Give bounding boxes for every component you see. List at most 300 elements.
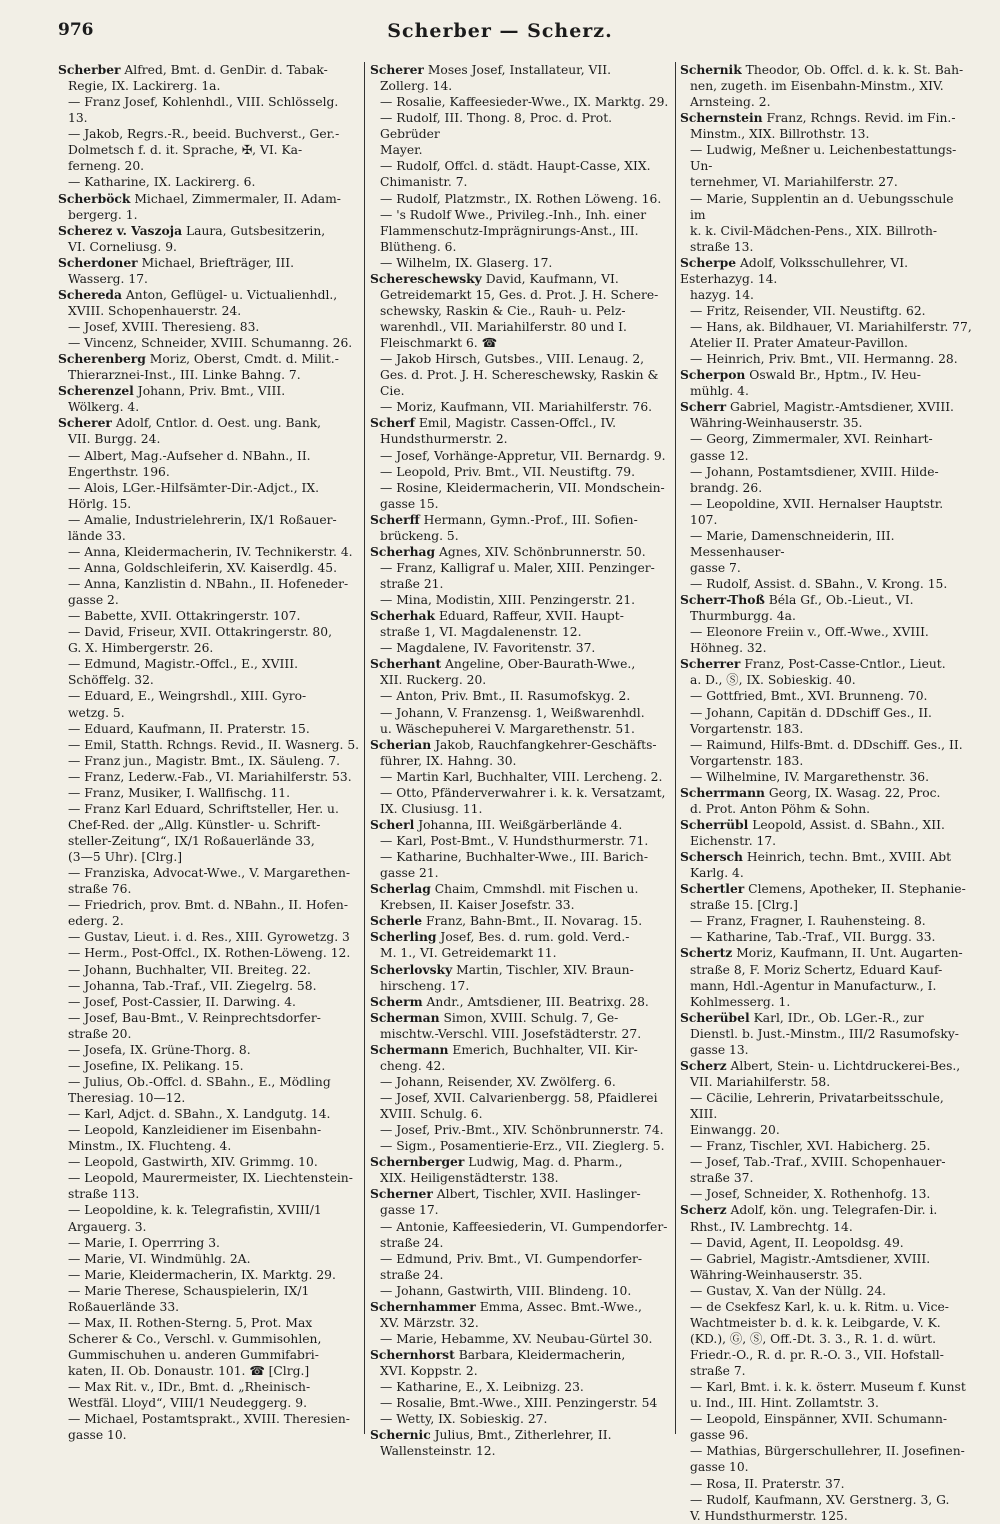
directory-line xyxy=(380,255,670,271)
directory-line xyxy=(380,1395,670,1411)
entry-text: brückeng. 5. xyxy=(380,528,459,543)
directory-line xyxy=(68,1363,360,1379)
entry-text: Roßauerlände 33. xyxy=(68,1299,180,1314)
entry-text: straße 113. xyxy=(68,1187,140,1202)
entry-text: straße 37. xyxy=(690,1171,754,1186)
directory-line xyxy=(68,640,360,656)
entry-text: Albert, Stein- u. Lichtdruckerei-Bes., xyxy=(726,1058,961,1073)
directory-line xyxy=(380,560,670,576)
entry-text: Jakob, Rauchfangkehrer-Geschäfts- xyxy=(431,737,657,752)
entry-text: Franz, Post-Casse-Cntlor., Lieut. xyxy=(740,657,946,672)
entry-text: — 's Rudolf Wwe., Privileg.-Inh., Inh. einer xyxy=(380,207,647,222)
entry-text: — Franziska, Advocat-Wwe., V. Margarethen- xyxy=(68,866,351,881)
entry-text: Georg, IX. Wasag. 22, Proc. xyxy=(764,785,941,800)
directory-line xyxy=(380,174,670,190)
entry-text: Vorgartenstr. 183. xyxy=(690,753,804,768)
entry-text: straße 21. xyxy=(380,577,444,591)
entry-text: — Franz jun., Magistr. Bmt., IX. Säuleng. 7. xyxy=(68,753,340,768)
directory-line xyxy=(380,480,670,496)
entry-text: straße 24. xyxy=(380,1235,444,1250)
directory-line xyxy=(380,496,670,512)
directory-line xyxy=(370,544,670,560)
directory-line xyxy=(690,1459,972,1475)
directory-line xyxy=(690,576,972,592)
entry-text: — Marie, VI. Windmühlg. 2A. xyxy=(68,1251,251,1266)
entry-text: — Rudolf, Platzmstr., IX. Rothen Löweng. 16. xyxy=(380,191,662,206)
entry-text: Westfäl. Lloyd“, VIII/1 Neudeggerg. 9. xyxy=(68,1396,307,1411)
directory-line xyxy=(68,785,360,801)
directory-line xyxy=(680,785,972,801)
directory-line xyxy=(68,544,360,560)
entry-text: David, Kaufmann, VI. xyxy=(481,271,619,286)
directory-line xyxy=(68,1315,360,1331)
directory-line xyxy=(380,592,670,608)
entry-text: Michael, Zimmermaler, II. Adam- xyxy=(130,191,341,206)
directory-line xyxy=(68,303,360,319)
entry-text: Minstm., XIX. Billrothstr. 13. xyxy=(690,127,870,142)
entry-text: — Johann, Gastwirth, VIII. Blindeng. 10. xyxy=(380,1283,632,1298)
directory-line xyxy=(380,688,670,704)
page-header: Scherber — Scherz. xyxy=(387,20,613,42)
entry-text: Angeline, Ober-Baurath-Wwe., xyxy=(441,657,636,672)
entry-text: gasse 2. xyxy=(68,593,119,608)
directory-line xyxy=(370,656,670,672)
entry-text: — Johanna, Tab.-Traf., VII. Ziegelrg. 58. xyxy=(68,978,317,993)
entry-text: — Rosalie, Kaffeesieder-Wwe., IX. Marktg. 29. xyxy=(380,95,669,110)
entry-text: hazyg. 14. xyxy=(690,287,754,302)
directory-line xyxy=(68,512,360,528)
entry-surname: Scherr-Thoß xyxy=(680,592,765,608)
directory-line xyxy=(68,801,360,817)
entry-text: Flammenschutz-Imprägnirungs-Anst., III. xyxy=(380,223,639,238)
entry-text: d. Prot. Anton Pöhm & Sohn. xyxy=(690,801,871,816)
directory-line xyxy=(68,142,360,158)
directory-line xyxy=(690,1026,972,1042)
entry-text: VII. Mariahilferstr. 58. xyxy=(690,1074,831,1089)
entry-text: V. Hundsthurmerstr. 125. xyxy=(690,1508,848,1523)
directory-line xyxy=(380,351,670,367)
entry-text: XVIII. Schulg. 6. xyxy=(380,1107,483,1122)
entry-text: Theodor, Ob. Offcl. d. k. k. St. Bah- xyxy=(741,63,964,77)
directory-line xyxy=(380,1138,670,1154)
entry-text: — Josefine, IX. Pelikang. 15. xyxy=(68,1058,244,1073)
directory-line xyxy=(370,1186,670,1202)
entry-text: — Franz Karl Eduard, Schriftsteller, Her. u. xyxy=(68,801,339,816)
entry-surname: Schermann xyxy=(370,1041,449,1057)
entry-text: wetzg. 5. xyxy=(68,705,125,720)
entry-text: — Josef, Tab.-Traf., XVIII. Schopenhauer- xyxy=(690,1155,946,1170)
entry-text: Eduard, Raffeur, XVII. Haupt- xyxy=(435,609,624,624)
entry-surname: Scherer xyxy=(370,62,424,77)
entry-text: k. k. Civil-Mädchen-Pens., XIX. Billroth- xyxy=(690,223,938,238)
entry-surname: Scherrer xyxy=(680,656,741,672)
directory-line xyxy=(380,624,670,640)
entry-text: — Leopold, Kanzleidiener im Eisenbahn- xyxy=(68,1123,322,1138)
entry-text: Arnsteing. 2. xyxy=(690,95,771,110)
entry-text: Michael, Briefträger, III. xyxy=(137,255,295,270)
entry-text: Gabriel, Magistr.-Amtsdiener, XVIII. xyxy=(726,400,954,415)
entry-text: — Leopold, Maurermeister, IX. Liechtenstein- xyxy=(68,1171,353,1186)
entry-text: nen, zugeth. im Eisenbahn-Minstm., XIV. xyxy=(690,79,944,94)
entry-text: — David, Agent, II. Leopoldsg. 49. xyxy=(690,1235,904,1250)
entry-surname: Scherlag xyxy=(370,881,431,897)
directory-line xyxy=(380,1363,670,1379)
entry-text: Höhneg. 32. xyxy=(690,641,767,656)
directory-line xyxy=(690,1283,972,1299)
entry-text: — Wilhelmine, IV. Margarethenstr. 36. xyxy=(690,769,930,784)
entry-text: Hermann, Gymn.-Prof., III. Sofien- xyxy=(419,512,638,527)
entry-text: Thurmburgg. 4a. xyxy=(690,609,796,624)
directory-line xyxy=(370,415,670,431)
entry-surname: Scherrmann xyxy=(680,784,765,800)
entry-text: — Leopold, Gastwirth, XIV. Grimmg. 10. xyxy=(68,1155,318,1170)
directory-line xyxy=(68,464,360,480)
entry-text: Barbara, Kleidermacherin, xyxy=(454,1348,626,1362)
entry-text: — Eleonore Freiin v., Off.-Wwe., XVIII. xyxy=(690,625,929,640)
entry-text: — Michael, Postamtsprakt., XVIII. Theresien- xyxy=(68,1412,350,1427)
entry-text: lände 33. xyxy=(68,528,126,543)
directory-line xyxy=(68,1379,360,1395)
entry-text: — David, Friseur, XVII. Ottakringerstr. 80, xyxy=(68,625,332,640)
entry-surname: Scherenberg xyxy=(58,351,146,367)
directory-line xyxy=(380,865,670,881)
entry-text: — Johann, Reisender, XV. Zwölferg. 6. xyxy=(380,1074,616,1089)
directory-line xyxy=(68,737,360,753)
entry-text: steller-Zeitung“, IX/1 Roßauerlände 33, xyxy=(68,834,315,848)
directory-line xyxy=(690,1299,972,1315)
entry-text: — Jakob, Regrs.-R., beeid. Buchverst., Ger.- xyxy=(68,127,340,142)
directory-line xyxy=(58,255,360,271)
directory-line xyxy=(58,415,360,431)
directory-line xyxy=(380,1090,670,1106)
entry-text: straße 13. xyxy=(690,239,754,254)
directory-line xyxy=(380,1122,670,1138)
entry-text: katen, II. Ob. Donaustr. 101. ☎ [Clrg.] xyxy=(68,1364,310,1379)
entry-text: — Marie, Kleidermacherin, IX. Marktg. 29. xyxy=(68,1267,336,1282)
directory-line xyxy=(690,560,972,576)
directory-line xyxy=(380,640,670,656)
directory-line xyxy=(58,62,360,78)
entry-text: Schöffelg. 32. xyxy=(68,673,154,688)
entry-text: — Wetty, IX. Sobieskig. 27. xyxy=(380,1412,548,1427)
directory-line xyxy=(68,945,360,961)
directory-line xyxy=(68,1267,360,1283)
directory-line xyxy=(380,1235,670,1251)
directory-line xyxy=(68,78,360,94)
directory-line xyxy=(690,913,972,929)
entry-text: IX. Clusiusg. 11. xyxy=(380,801,483,816)
entry-surname: Schernik xyxy=(680,62,742,77)
directory-line xyxy=(690,865,972,881)
entry-text: — Josefa, IX. Grüne-Thorg. 8. xyxy=(68,1042,251,1057)
entry-text: u. Wäschepuherei V. Margarethenstr. 51. xyxy=(380,721,635,736)
entry-text: cheng. 42. xyxy=(380,1058,446,1073)
directory-line xyxy=(690,994,972,1010)
entry-text: Franz, Rchngs. Revid. im Fin.- xyxy=(762,111,956,126)
entry-text: — Johann, Postamtsdiener, XVIII. Hilde- xyxy=(690,464,939,479)
entry-text: — Katharine, E., X. Leibnizg. 23. xyxy=(380,1380,584,1395)
directory-line xyxy=(690,962,972,978)
entry-text: — Rosine, Kleidermacherin, VII. Mondschein- xyxy=(380,480,665,495)
entry-text: — Franz, Lederw.-Fab., VI. Mariahilferstr. 53. xyxy=(68,769,352,784)
entry-text: Ges. d. Prot. J. H. Schereschewsky, Raskin & Cie. xyxy=(380,368,659,399)
entry-text: — Josef, Post-Cassier, II. Darwing. 4. xyxy=(68,994,296,1009)
directory-line xyxy=(690,239,972,255)
directory-line xyxy=(690,142,972,174)
column-3 xyxy=(680,62,972,1523)
directory-line xyxy=(690,1235,972,1251)
entry-text: Argauerg. 3. xyxy=(68,1219,147,1234)
entry-text: (3—5 Uhr). [Clrg.] xyxy=(68,850,183,865)
entry-text: — Raimund, Hilfs-Bmt. d. DDschiff. Ges., II. xyxy=(690,737,963,752)
directory-line xyxy=(380,769,670,785)
directory-line xyxy=(68,560,360,576)
directory-line xyxy=(380,849,670,865)
entry-text: ederg. 2. xyxy=(68,914,124,929)
entry-text: — Franz, Kalligraf u. Maler, XIII. Penzinger- xyxy=(380,560,655,575)
directory-line xyxy=(690,1154,972,1170)
entry-text: Simon, XVIII. Schulg. 7, Ge- xyxy=(439,1010,619,1025)
entry-surname: Schereschewsky xyxy=(370,270,482,286)
entry-text: Theresiag. 10—12. xyxy=(68,1091,186,1105)
directory-line xyxy=(58,191,360,207)
directory-line xyxy=(690,640,972,656)
directory-line xyxy=(690,448,972,464)
entry-text: Wachtmeister b. d. k. k. Leibgarde, V. K. xyxy=(690,1315,941,1330)
entry-text: straße 76. xyxy=(68,882,132,897)
entry-surname: Schernhorst xyxy=(370,1347,455,1362)
entry-text: — Amalie, Industrielehrerin, IX/1 Roßauer- xyxy=(68,512,337,527)
entry-text: gasse 21. xyxy=(380,866,439,881)
directory-line xyxy=(370,1154,670,1170)
entry-text: Minstm., IX. Fluchteng. 4. xyxy=(68,1139,232,1154)
entry-text: — Alois, LGer.-Hilfsämter-Dir.-Adjct., IX. xyxy=(68,480,320,495)
directory-line xyxy=(380,94,670,110)
directory-line xyxy=(68,1058,360,1074)
entry-text: Engerthstr. 196. xyxy=(68,464,170,479)
entry-text: straße 8, F. Moriz Schertz, Eduard Kauf- xyxy=(690,962,943,977)
directory-line xyxy=(680,255,972,287)
entry-text: Agnes, XIV. Schönbrunnerstr. 50. xyxy=(435,544,646,559)
directory-line xyxy=(690,78,972,94)
entry-surname: Schernic xyxy=(370,1427,431,1443)
directory-line xyxy=(690,335,972,351)
directory-line xyxy=(690,528,972,560)
directory-line xyxy=(690,897,972,913)
directory-line xyxy=(680,367,972,383)
directory-line xyxy=(690,464,972,480)
entry-text: Oswald Br., Hptm., IV. Heu- xyxy=(745,368,921,383)
directory-line xyxy=(690,1170,972,1186)
directory-line xyxy=(370,1010,670,1026)
directory-line xyxy=(68,1122,360,1138)
entry-text: gasse 10. xyxy=(690,1460,749,1475)
entry-text: — Albert, Mag.-Aufseher d. NBahn., II. xyxy=(68,448,311,463)
entry-text: — Moriz, Kaufmann, VII. Mariahilferstr. 76. xyxy=(380,400,653,415)
entry-text: M. 1., VI. Getreidemarkt 11. xyxy=(380,946,557,961)
directory-line xyxy=(68,239,360,255)
directory-line xyxy=(690,1267,972,1283)
entry-text: — Katharine, IX. Lackirerg. 6. xyxy=(68,175,256,190)
directory-line xyxy=(370,1347,670,1363)
directory-line xyxy=(58,351,360,367)
directory-line xyxy=(690,1090,972,1122)
directory-line xyxy=(68,1138,360,1154)
directory-line xyxy=(68,929,360,945)
entry-text: Martin, Tischler, XIV. Braun- xyxy=(452,962,634,977)
directory-line xyxy=(68,994,360,1010)
entry-text: — Friedrich, prov. Bmt. d. NBahn., II. Hofen- xyxy=(68,898,348,913)
entry-text: Hörlg. 15. xyxy=(68,496,132,511)
directory-line xyxy=(680,1058,972,1074)
directory-line xyxy=(680,1010,972,1026)
directory-line xyxy=(380,319,670,335)
directory-line xyxy=(690,1315,972,1331)
directory-line xyxy=(380,1411,670,1427)
entry-text: VII. Burgg. 24. xyxy=(68,432,161,447)
directory-line xyxy=(380,801,670,817)
directory-line xyxy=(370,913,670,929)
entry-surname: Scherling xyxy=(370,929,437,945)
entry-text: — Leopoldine, XVII. Hernalser Hauptstr. 107. xyxy=(690,496,944,527)
directory-line xyxy=(690,1074,972,1090)
entry-text: — Marie, Hebamme, XV. Neubau-Gürtel 30. xyxy=(380,1331,653,1346)
directory-line xyxy=(680,110,972,126)
directory-line xyxy=(380,833,670,849)
directory-line xyxy=(380,142,670,158)
directory-line xyxy=(380,1331,670,1347)
directory-line xyxy=(380,223,670,239)
directory-line xyxy=(68,1074,360,1090)
entry-text: Dienstl. b. Just.-Minstm., III/2 Rasumofsky- xyxy=(690,1026,959,1041)
entry-text: ferneng. 20. xyxy=(68,159,145,174)
directory-line xyxy=(690,688,972,704)
entry-text: — Karl, Post-Bmt., V. Hundsthurmerstr. 71. xyxy=(380,834,649,848)
directory-line xyxy=(68,897,360,913)
directory-line xyxy=(380,191,670,207)
directory-line xyxy=(68,271,360,287)
entry-text: Krebsen, II. Kaiser Josefstr. 33. xyxy=(380,898,575,913)
entry-text: Vorgartenstr. 183. xyxy=(690,721,804,736)
directory-line xyxy=(380,399,670,415)
directory-line xyxy=(68,367,360,383)
entry-text: Moriz, Kaufmann, II. Unt. Augarten- xyxy=(732,946,963,961)
directory-line xyxy=(690,319,972,335)
directory-line xyxy=(380,1283,670,1299)
entry-text: Blütheng. 6. xyxy=(380,239,457,254)
directory-line xyxy=(58,223,360,239)
directory-line xyxy=(380,207,670,223)
entry-text: mann, Hdl.-Agentur in Manufacturw., I. xyxy=(690,978,937,993)
directory-line xyxy=(68,335,360,351)
entry-text: ternehmer, VI. Mariahilferstr. 27. xyxy=(690,175,898,190)
entry-text: hirscheng. 17. xyxy=(380,978,470,993)
entry-text: — Karl, Bmt. i. k. k. österr. Museum f. Kunst xyxy=(690,1380,966,1395)
directory-line xyxy=(690,1363,972,1379)
entry-text: XVIII. Schopenhauerstr. 24. xyxy=(68,303,242,318)
entry-surname: Scherlovsky xyxy=(370,961,453,977)
entry-text: — Hans, ak. Bildhauer, VI. Mariahilferstr. 77, xyxy=(690,320,972,334)
entry-text: — Eduard, E., Weingrshdl., XIII. Gyro- xyxy=(68,689,307,704)
entry-text: Wallensteinstr. 12. xyxy=(380,1444,496,1459)
directory-line xyxy=(380,239,670,255)
entry-text: — Mina, Modistin, XIII. Penzingerstr. 21. xyxy=(380,593,636,608)
entry-text: — Gabriel, Magistr.-Amtsdiener, XVIII. xyxy=(690,1251,931,1266)
entry-text: — Johann, Buchhalter, VII. Breiteg. 22. xyxy=(68,962,311,977)
entry-surname: Scherle xyxy=(370,913,423,929)
directory-line xyxy=(380,335,670,351)
entry-text: Gummischuhen u. anderen Gummifabri- xyxy=(68,1348,319,1362)
directory-line xyxy=(58,287,360,303)
entry-text: — Johann, V. Franzensg. 1, Weißwarenhdl. xyxy=(380,705,645,720)
directory-line xyxy=(68,1427,360,1443)
entry-text: — Josef, Priv.-Bmt., XIV. Schönbrunnerstr. 74. xyxy=(380,1123,664,1138)
entry-text: Josef, Bes. d. rum. gold. Verd.- xyxy=(436,930,630,945)
entry-text: Laura, Gutsbesitzerin, xyxy=(182,223,326,238)
entry-text: — Leopold, Priv. Bmt., VII. Neustiftg. 79. xyxy=(380,464,635,479)
entry-text: gasse 7. xyxy=(690,560,741,575)
entry-surname: Scherz xyxy=(680,1057,727,1073)
directory-line xyxy=(68,1170,360,1186)
entry-text: — Katharine, Buchhalter-Wwe., III. Barich- xyxy=(380,850,648,865)
entry-text: Währing-Weinhauserstr. 35. xyxy=(690,1267,863,1282)
entry-text: — Marie, I. Operrring 3. xyxy=(68,1235,220,1250)
directory-line xyxy=(68,1106,360,1122)
entry-text: — Magdalene, IV. Favoritenstr. 37. xyxy=(380,641,596,656)
entry-text: Adolf, kön. ung. Telegrafen-Dir. i. xyxy=(726,1203,938,1218)
directory-line xyxy=(690,287,972,303)
directory-line xyxy=(690,126,972,142)
entry-surname: Scherenzel xyxy=(58,383,134,399)
directory-line xyxy=(380,897,670,913)
entry-surname: Scherböck xyxy=(58,190,131,206)
directory-line xyxy=(690,978,972,994)
entry-text: Einwangg. 20. xyxy=(690,1123,780,1138)
entry-text: Atelier II. Prater Amateur-Pavillon. xyxy=(690,336,908,351)
directory-line xyxy=(68,833,360,849)
entry-text: Ludwig, Mag. d. Pharm., xyxy=(464,1155,623,1170)
entry-surname: Scherian xyxy=(370,736,432,752)
entry-text: Karl, IDr., Ob. LGer.-R., zur xyxy=(749,1010,924,1025)
directory-line xyxy=(380,367,670,399)
directory-line xyxy=(68,705,360,721)
directory-line xyxy=(690,1476,972,1492)
directory-line xyxy=(68,753,360,769)
entry-text: Hundsthurmerstr. 2. xyxy=(380,432,508,447)
entry-text: Franz, Bahn-Bmt., II. Novarag. 15. xyxy=(422,914,643,929)
entry-text: Béla Gf., Ob.-Lieut., VI. xyxy=(764,593,914,608)
directory-line xyxy=(380,1202,670,1218)
directory-line xyxy=(68,1251,360,1267)
directory-line xyxy=(690,1395,972,1411)
entry-text: Heinrich, techn. Bmt., XVIII. Abt xyxy=(742,850,952,865)
directory-line xyxy=(68,656,360,672)
entry-surname: Scherman xyxy=(370,1009,440,1025)
directory-line xyxy=(380,576,670,592)
directory-line xyxy=(690,94,972,110)
directory-line xyxy=(370,737,670,753)
directory-line xyxy=(68,126,360,142)
directory-line xyxy=(58,383,360,399)
entry-text: — Anton, Priv. Bmt., II. Rasumofskyg. 2. xyxy=(380,689,631,704)
entry-text: — Jakob Hirsch, Gutsbes., VIII. Lenaug. 2, xyxy=(380,352,645,367)
column-2 xyxy=(370,62,670,1459)
entry-text: — Rosalie, Bmt.-Wwe., XIII. Penzingerstr. 54 xyxy=(380,1396,658,1411)
directory-line xyxy=(380,705,670,721)
entry-text: Thierarznei-Inst., III. Linke Bahng. 7. xyxy=(68,368,301,383)
directory-line xyxy=(690,1331,972,1347)
directory-line xyxy=(370,608,670,624)
